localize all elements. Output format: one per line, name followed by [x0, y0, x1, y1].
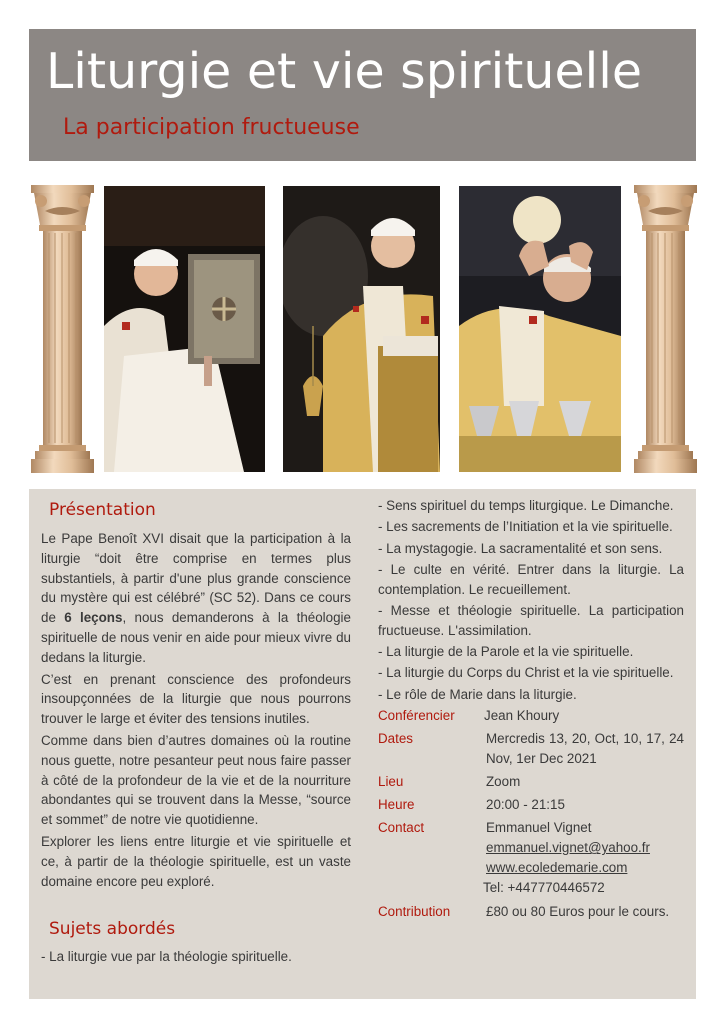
contact-phone: Tel: +447770446572: [483, 879, 605, 895]
info-contribution: [378, 902, 684, 922]
topic-item: - La liturgie vue par la théologie spirituelle.: [41, 949, 292, 965]
topic-item: - Messe et théologie spirituelle. La participation fructueuse. L'assimilation.: [378, 602, 684, 638]
info-conferencier: [378, 706, 684, 729]
contact-label: Contact: [378, 820, 425, 836]
content-panel: [29, 489, 696, 999]
contact-website-link[interactable]: www.ecoledemarie.com: [486, 860, 628, 876]
conferencier-value: Jean Khoury: [484, 708, 560, 724]
dates-label: Dates: [378, 731, 413, 747]
contribution-value: £80 ou 80 Euros pour le cours.: [486, 904, 670, 920]
presentation-paragraph-3: Comme dans bien d’autres domaines où la routine nous guette, notre pesanteur peut nous faire passer à côté de la profondeur de la vie et de la nourriture abondantes qui se trouvent dans la Messe, “source et sommet” de notre vie quotidienne.: [41, 732, 351, 828]
topic-item: - La liturgie du Corps du Christ et la vie spirituelle.: [378, 665, 674, 681]
corinthian-column-right: [634, 185, 697, 473]
topic-item: - Sens spirituel du temps liturgique. Le Dimanche.: [378, 498, 674, 513]
info-heure: [378, 795, 684, 818]
photo-pope-with-thurible: [283, 186, 440, 472]
topic-item: - La liturgie de la Parole et la vie spirituelle.: [378, 644, 634, 660]
page-title: Liturgie et vie spirituelle: [46, 43, 642, 100]
photo-pope-elevating-host: [459, 186, 621, 472]
topic-item: - La mystagogie. La sacramentalité et son sens.: [378, 540, 663, 556]
heure-label: Heure: [378, 797, 415, 813]
right-column: [378, 489, 684, 922]
page-subtitle: La participation fructueuse: [63, 115, 360, 140]
photo-strip: [0, 185, 724, 475]
conferencier-label: Conférencier: [378, 708, 455, 724]
lieu-value: Zoom: [486, 774, 521, 790]
lesson-count: 6 leçons: [64, 610, 123, 626]
lieu-label: Lieu: [378, 774, 404, 790]
presentation-paragraph-4: Explorer les liens entre liturgie et vie spirituelle et ce, à partir de la théologie spirituelle, est un vaste domaine encore peu exploré.: [41, 833, 351, 889]
topic-item: - Les sacrements de l’Initiation et la vie spirituelle.: [378, 519, 673, 535]
presentation-paragraph-1: Le Pape Benoît XVI disait que la participation à la liturgie “doit être comprise en termes plus substantiels, à partir d'une plus grande conscience du mystère qui est célébré” (SC 52). Dans ce cours de 6 leçons, nous demanderons à la théologie spirituelle de nous venir en aide pour mieux vivre du dedans la liturgie.: [41, 531, 351, 665]
contact-name: Emmanuel Vignet: [486, 820, 592, 836]
info-contact: [378, 818, 684, 902]
topic-item: - Le culte en vérité. Entrer dans la liturgie. La contemplation. Le recueillement.: [378, 561, 684, 597]
sujets-heading: Sujets abordés: [49, 919, 176, 940]
info-lieu: [378, 772, 684, 795]
info-dates: [378, 729, 684, 772]
topics-list: [378, 496, 684, 704]
corinthian-column-left: [31, 185, 94, 473]
presentation-paragraph-2: C’est en prenant conscience des profondeurs insoupçonnées de la liturgie que nous pourrons trouver le large et éviter des tensions inutiles.: [41, 671, 351, 727]
topic-item: - Le rôle de Marie dans la liturgie.: [378, 686, 577, 702]
header-banner: [29, 29, 696, 161]
heure-value: 20:00 - 21:15: [486, 797, 565, 813]
left-column: [41, 489, 351, 969]
dates-value: Mercredis 13, 20, Oct, 10, 17, 24 Nov, 1er Dec 2021: [486, 731, 684, 767]
contribution-label: Contribution: [378, 904, 451, 920]
presentation-heading: Présentation: [49, 500, 156, 520]
contact-email-link[interactable]: emmanuel.vignet@yahoo.fr: [486, 840, 650, 856]
photo-pope-holding-gospel-book: [104, 186, 265, 472]
contact-value: [483, 818, 684, 897]
